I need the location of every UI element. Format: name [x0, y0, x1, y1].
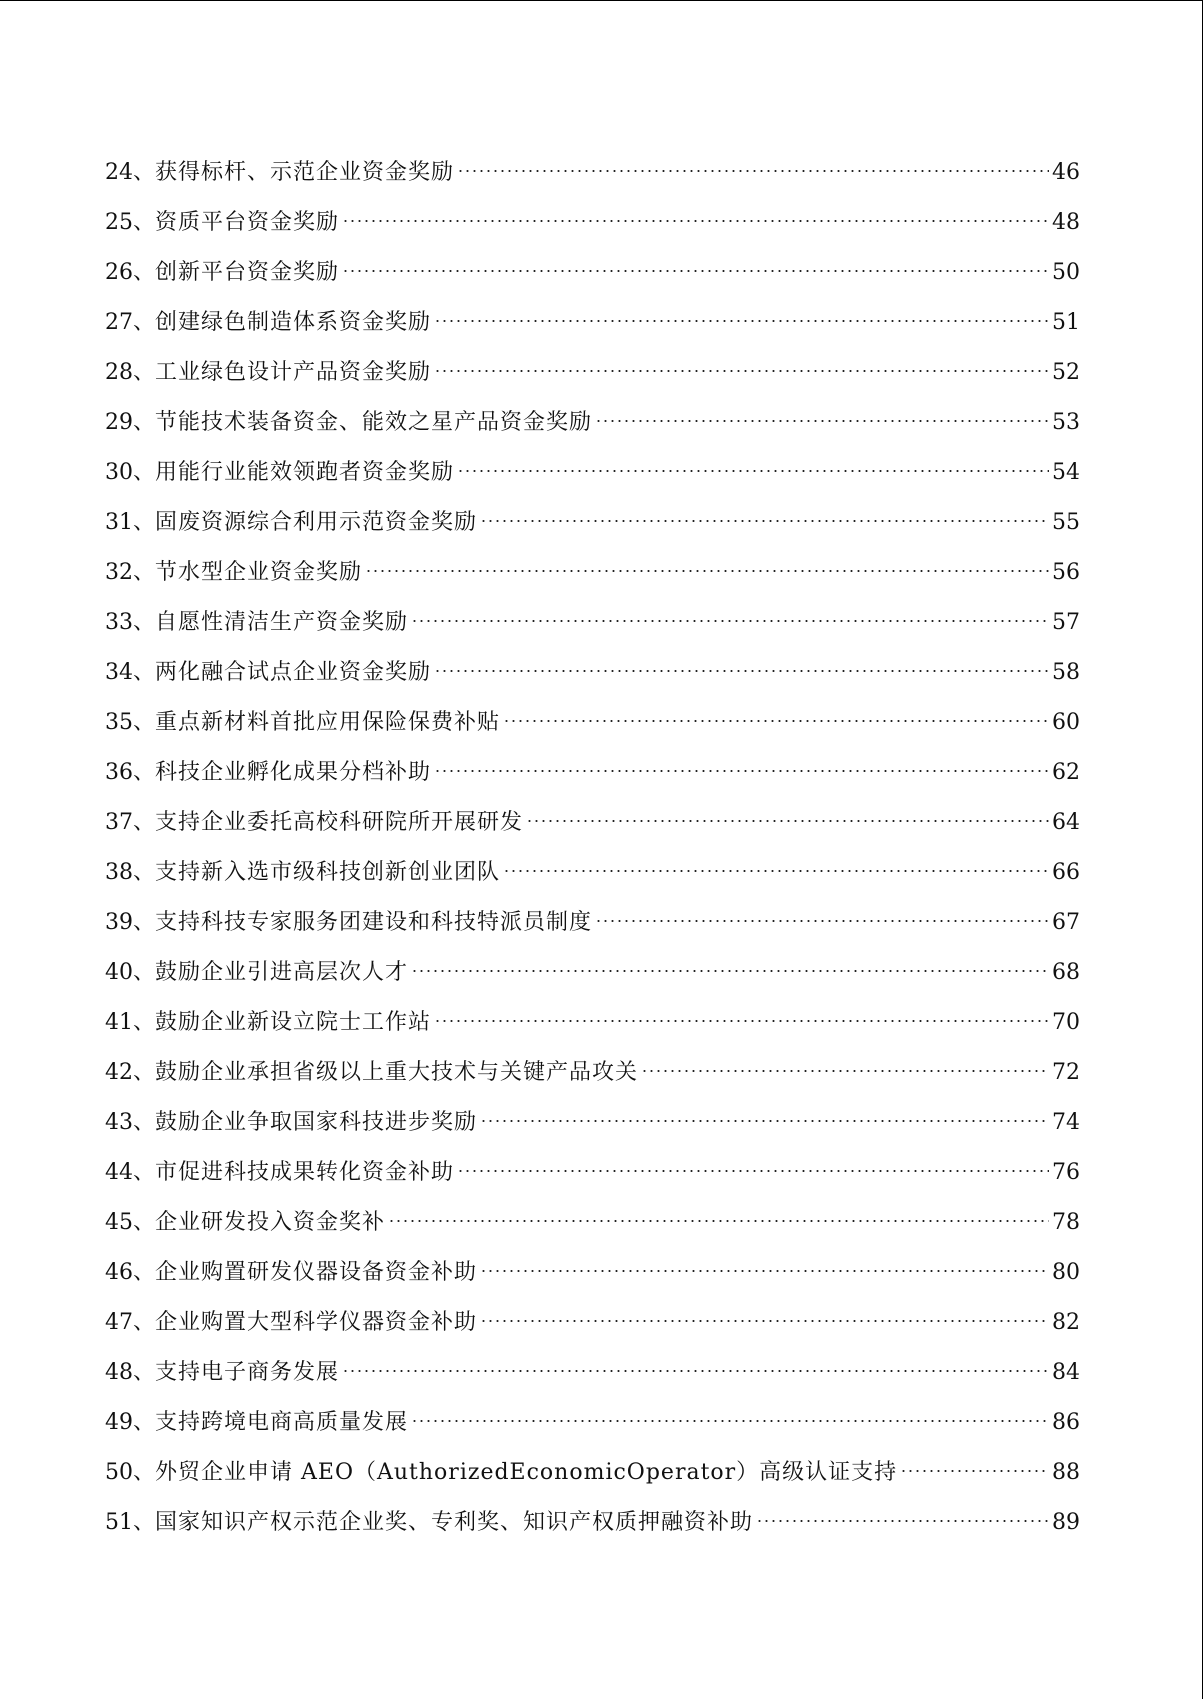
toc-entry-title: 用能行业能效领跑者资金奖励 — [155, 460, 455, 485]
toc-entry-page: 78 — [1052, 1210, 1080, 1235]
toc-entry[interactable] — [105, 556, 1078, 606]
toc-entry-page: 53 — [1052, 410, 1080, 435]
toc-dot-leader — [434, 669, 1049, 673]
toc-entry-page: 80 — [1052, 1260, 1080, 1285]
toc-dot-leader — [595, 919, 1049, 923]
toc-entry-title: 支持跨境电商高质量发展 — [155, 1410, 409, 1435]
toc-dot-leader — [595, 419, 1049, 423]
toc-entry[interactable] — [105, 506, 1078, 556]
toc-entry-title: 获得标杆、示范企业资金奖励 — [155, 160, 455, 185]
toc-entry[interactable] — [105, 806, 1078, 856]
toc-entry-separator: 、 — [133, 410, 156, 435]
toc-entry-separator: 、 — [133, 860, 156, 885]
toc-entry-page: 58 — [1052, 660, 1080, 685]
toc-entry[interactable] — [105, 1356, 1078, 1406]
toc-entry-number: 29 — [105, 410, 133, 435]
toc-entry-page: 89 — [1052, 1510, 1080, 1535]
toc-entry-number: 33 — [105, 610, 133, 635]
toc-entry[interactable] — [105, 1056, 1078, 1106]
toc-dot-leader — [434, 769, 1049, 773]
toc-entry-separator: 、 — [133, 1360, 156, 1385]
toc-entry-title: 鼓励企业争取国家科技进步奖励 — [155, 1110, 478, 1135]
toc-entry-title: 重点新材料首批应用保险保费补贴 — [155, 710, 501, 735]
toc-dot-leader — [480, 1319, 1049, 1323]
toc-entry-page: 72 — [1052, 1060, 1080, 1085]
toc-entry-separator: 、 — [133, 910, 156, 935]
toc-entry-separator: 、 — [133, 1110, 156, 1135]
toc-entry-title: 支持电子商务发展 — [155, 1360, 340, 1385]
toc-dot-leader — [411, 619, 1049, 623]
toc-dot-leader — [480, 1269, 1049, 1273]
toc-dot-leader — [503, 719, 1049, 723]
toc-entry[interactable] — [105, 356, 1078, 406]
toc-entry-number: 24 — [105, 160, 133, 185]
toc-entry[interactable] — [105, 856, 1078, 906]
toc-entry-separator: 、 — [133, 1160, 156, 1185]
toc-entry-number: 47 — [105, 1310, 133, 1335]
toc-entry-title: 节水型企业资金奖励 — [155, 560, 363, 585]
toc-entry-title: 企业购置大型科学仪器资金补助 — [155, 1310, 478, 1335]
toc-entry-number: 48 — [105, 1360, 133, 1385]
toc-entry-page: 76 — [1052, 1160, 1080, 1185]
toc-entry-number: 25 — [105, 210, 133, 235]
toc-entry[interactable] — [105, 256, 1078, 306]
toc-entry-number: 42 — [105, 1060, 133, 1085]
toc-entry[interactable] — [105, 456, 1078, 506]
toc-dot-leader — [411, 969, 1049, 973]
toc-entry-title: 资质平台资金奖励 — [155, 210, 340, 235]
toc-entry-title: 固废资源综合利用示范资金奖励 — [155, 510, 478, 535]
toc-entry-title: 创新平台资金奖励 — [155, 260, 340, 285]
toc-dot-leader — [457, 1169, 1049, 1173]
toc-entry[interactable] — [105, 1206, 1078, 1256]
toc-entry-separator: 、 — [133, 1460, 156, 1485]
toc-entry-title: 工业绿色设计产品资金奖励 — [155, 360, 432, 385]
toc-entry-page: 48 — [1052, 210, 1080, 235]
toc-dot-leader — [480, 1119, 1049, 1123]
toc-dot-leader — [503, 869, 1049, 873]
toc-entry[interactable] — [105, 206, 1078, 256]
toc-entry[interactable] — [105, 706, 1078, 756]
toc-entry-separator: 、 — [133, 1410, 156, 1435]
toc-dot-leader — [388, 1219, 1049, 1223]
toc-entry-title: 鼓励企业引进高层次人才 — [155, 960, 409, 985]
toc-dot-leader — [480, 519, 1049, 523]
toc-entry-number: 49 — [105, 1410, 133, 1435]
toc-entry-page: 51 — [1052, 310, 1080, 335]
toc-entry-number: 31 — [105, 510, 133, 535]
toc-dot-leader — [434, 1019, 1049, 1023]
toc-entry-page: 67 — [1052, 910, 1080, 935]
toc-entry-separator: 、 — [133, 160, 156, 185]
toc-entry-title: 外贸企业申请 AEO（AuthorizedEconomicOperator）高级认证支持 — [155, 1460, 898, 1485]
toc-entry-title: 创建绿色制造体系资金奖励 — [155, 310, 432, 335]
toc-entry-page: 57 — [1052, 610, 1080, 635]
toc-entry-separator: 、 — [133, 1210, 156, 1235]
toc-entry-separator: 、 — [133, 660, 156, 685]
toc-entry-page: 66 — [1052, 860, 1080, 885]
toc-entry-separator: 、 — [133, 260, 156, 285]
toc-entry-page: 46 — [1052, 160, 1080, 185]
toc-entry-number: 51 — [105, 1510, 133, 1535]
toc-entry-separator: 、 — [133, 610, 156, 635]
toc-entry[interactable] — [105, 656, 1078, 706]
toc-entry-title: 两化融合试点企业资金奖励 — [155, 660, 432, 685]
toc-dot-leader — [457, 469, 1049, 473]
toc-dot-leader — [411, 1419, 1049, 1423]
toc-entry-title: 科技企业孵化成果分档补助 — [155, 760, 432, 785]
toc-entry-number: 45 — [105, 1210, 133, 1235]
toc-dot-leader — [342, 269, 1049, 273]
toc-dot-leader — [434, 319, 1049, 323]
toc-entry[interactable] — [105, 306, 1078, 356]
toc-entry-title: 国家知识产权示范企业奖、专利奖、知识产权质押融资补助 — [155, 1510, 754, 1535]
toc-entry-title: 企业研发投入资金奖补 — [155, 1210, 386, 1235]
toc-entry-number: 27 — [105, 310, 133, 335]
toc-entry-separator: 、 — [133, 460, 156, 485]
toc-entry-page: 70 — [1052, 1010, 1080, 1035]
toc-entry-separator: 、 — [133, 760, 156, 785]
toc-entry[interactable] — [105, 156, 1078, 206]
toc-entry-page: 86 — [1052, 1410, 1080, 1435]
toc-entry-number: 46 — [105, 1260, 133, 1285]
toc-entry-number: 43 — [105, 1110, 133, 1135]
toc-entry-separator: 、 — [133, 1010, 156, 1035]
toc-entry[interactable] — [105, 1006, 1078, 1056]
toc-entry-number: 26 — [105, 260, 133, 285]
toc-entry-title: 支持新入选市级科技创新创业团队 — [155, 860, 501, 885]
toc-entry[interactable] — [105, 1306, 1078, 1356]
toc-entry[interactable] — [105, 1156, 1078, 1206]
toc-entry-separator: 、 — [133, 710, 156, 735]
toc-entry-title: 鼓励企业承担省级以上重大技术与关键产品攻关 — [155, 1060, 639, 1085]
toc-entry-title: 支持科技专家服务团建设和科技特派员制度 — [155, 910, 593, 935]
toc-entry-number: 28 — [105, 360, 133, 385]
toc-entry-title: 市促进科技成果转化资金补助 — [155, 1160, 455, 1185]
toc-entry-title: 支持企业委托高校科研院所开展研发 — [155, 810, 524, 835]
toc-entry-number: 32 — [105, 560, 133, 585]
toc-entry-page: 60 — [1052, 710, 1080, 735]
toc-dot-leader — [457, 169, 1049, 173]
toc-dot-leader — [342, 219, 1049, 223]
toc-entry-separator: 、 — [133, 1310, 156, 1335]
toc-entry-separator: 、 — [133, 1510, 156, 1535]
toc-entry-page: 74 — [1052, 1110, 1080, 1135]
toc-entry-page: 88 — [1052, 1460, 1080, 1485]
toc-dot-leader — [900, 1469, 1049, 1473]
toc-entry-number: 37 — [105, 810, 133, 835]
toc-entry-number: 35 — [105, 710, 133, 735]
toc-entry-separator: 、 — [133, 510, 156, 535]
toc-entry-separator: 、 — [133, 960, 156, 985]
toc-entry[interactable] — [105, 956, 1078, 1006]
toc-entry-number: 36 — [105, 760, 133, 785]
toc-entry-number: 40 — [105, 960, 133, 985]
toc-entry-title: 自愿性清洁生产资金奖励 — [155, 610, 409, 635]
toc-entry-page: 52 — [1052, 360, 1080, 385]
toc-entry-number: 30 — [105, 460, 133, 485]
toc-entry-separator: 、 — [133, 1260, 156, 1285]
toc-entry[interactable] — [105, 756, 1078, 806]
toc-entry-title: 企业购置研发仪器设备资金补助 — [155, 1260, 478, 1285]
toc-entry-number: 38 — [105, 860, 133, 885]
toc-entry-number: 50 — [105, 1460, 133, 1485]
toc-dot-leader — [342, 1369, 1049, 1373]
toc-entry[interactable] — [105, 1256, 1078, 1306]
toc-entry-title: 鼓励企业新设立院士工作站 — [155, 1010, 432, 1035]
toc-entry[interactable] — [105, 1456, 1078, 1506]
toc-entry-separator: 、 — [133, 360, 156, 385]
toc-entry-page: 55 — [1052, 510, 1080, 535]
toc-dot-leader — [526, 819, 1049, 823]
toc-entry-separator: 、 — [133, 810, 156, 835]
toc-entry-separator: 、 — [133, 210, 156, 235]
toc-entry-page: 68 — [1052, 960, 1080, 985]
toc-entry-title: 节能技术装备资金、能效之星产品资金奖励 — [155, 410, 593, 435]
toc-entry-separator: 、 — [133, 1060, 156, 1085]
toc-entry-separator: 、 — [133, 560, 156, 585]
toc-entry-number: 41 — [105, 1010, 133, 1035]
table-of-contents — [105, 156, 1078, 1556]
toc-entry-page: 82 — [1052, 1310, 1080, 1335]
toc-entry-number: 44 — [105, 1160, 133, 1185]
toc-entry-page: 54 — [1052, 460, 1080, 485]
toc-entry[interactable] — [105, 1406, 1078, 1456]
toc-dot-leader — [641, 1069, 1049, 1073]
toc-entry-page: 84 — [1052, 1360, 1080, 1385]
toc-entry-page: 56 — [1052, 560, 1080, 585]
toc-entry-number: 39 — [105, 910, 133, 935]
toc-entry-separator: 、 — [133, 310, 156, 335]
toc-entry[interactable] — [105, 606, 1078, 656]
toc-entry[interactable] — [105, 906, 1078, 956]
toc-entry[interactable] — [105, 1506, 1078, 1556]
toc-dot-leader — [434, 369, 1049, 373]
toc-entry[interactable] — [105, 1106, 1078, 1156]
toc-dot-leader — [365, 569, 1049, 573]
toc-entry-page: 64 — [1052, 810, 1080, 835]
toc-entry-number: 34 — [105, 660, 133, 685]
toc-entry[interactable] — [105, 406, 1078, 456]
toc-dot-leader — [756, 1519, 1049, 1523]
toc-entry-page: 62 — [1052, 760, 1080, 785]
toc-entry-page: 50 — [1052, 260, 1080, 285]
